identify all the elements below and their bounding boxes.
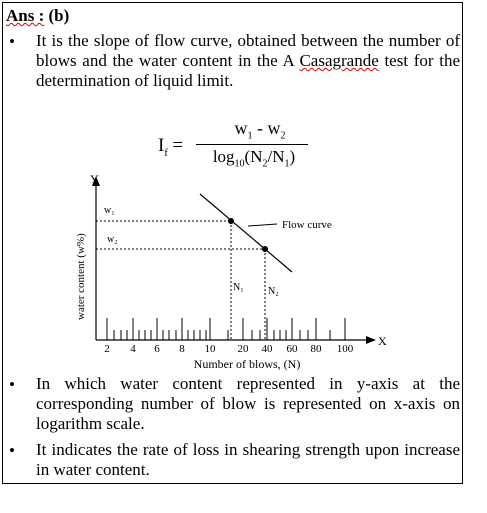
answer-option: (b) [48, 6, 70, 25]
formula-lhs [158, 135, 183, 159]
num-w1-sub: 1 [247, 130, 253, 142]
den-log: log [212, 147, 235, 166]
w1-label: w₁ [104, 205, 115, 216]
num-w1: w [234, 118, 248, 138]
bullet-icon: • [9, 32, 15, 51]
answer-header [6, 6, 69, 26]
n2-label: N₂ [268, 286, 279, 297]
num-w2: w [267, 118, 281, 138]
x-tick-label: 10 [204, 343, 216, 355]
formula-equals: = [172, 135, 184, 156]
flow-curve-line [200, 194, 292, 272]
x-axis-label: Number of blows, (N) [193, 357, 301, 371]
y-axis-letter: Y [90, 172, 99, 186]
num-w2-sub: 2 [280, 130, 286, 142]
bullet-text-2: In which water content represented in y-axis at the corresponding number of blow is represented on x-axis on logarithm scale. [36, 374, 460, 433]
flow-curve-diagram [70, 170, 400, 375]
formula-f: f [164, 147, 168, 159]
bullet-text-1-part-end: test for the determination of liquid limit. [36, 51, 460, 90]
bullet-text-1-casagrande: Casagrande [299, 51, 379, 70]
n1-label: N₁ [233, 282, 244, 293]
curve-label-leader [248, 224, 277, 226]
x-tick-label: 2 [104, 343, 110, 355]
den-n1-sub: 1 [284, 158, 290, 170]
den-n1: /N [267, 147, 285, 166]
fraction-bar [196, 144, 308, 145]
formula-denominator [196, 147, 312, 169]
x-tick-label: 6 [154, 343, 160, 355]
flow-curve-label: Flow curve [282, 219, 332, 231]
x-tick-label: 8 [179, 343, 185, 355]
bullet-text-1 [36, 31, 460, 91]
bullet-text-3: It indicates the rate of loss in shearing strength upon increase in water content. [36, 440, 460, 479]
x-axis-letter: X [378, 334, 387, 348]
x-tick-label: 100 [336, 343, 354, 355]
x-tick-label: 20 [237, 343, 249, 355]
formula-numerator [210, 118, 310, 142]
bullet-icon: • [9, 375, 15, 394]
x-tick-label: 40 [261, 343, 273, 355]
den-n2-sub: 2 [262, 158, 268, 170]
x-tick-label: 80 [310, 343, 322, 355]
flow-index-formula [158, 118, 318, 172]
den-n2: (N [244, 147, 263, 166]
x-tick-label: 60 [286, 343, 298, 355]
answer-label: Ans : [6, 6, 45, 25]
formula-i: I [158, 135, 165, 156]
y-axis-label: water content (w%) [75, 233, 87, 320]
w2-label: w₂ [107, 234, 118, 245]
den-base: 10 [234, 158, 245, 170]
x-axis-arrow [366, 336, 376, 344]
x-tick-label: 4 [130, 343, 136, 355]
bullet-icon: • [9, 441, 15, 460]
x-tick-marks [107, 318, 345, 340]
den-close: ) [289, 147, 296, 166]
bullet-text-1-part: It is the slope of flow curve, obtained between the number of blows and the water content in the A [36, 31, 460, 70]
num-minus: - [252, 118, 268, 138]
